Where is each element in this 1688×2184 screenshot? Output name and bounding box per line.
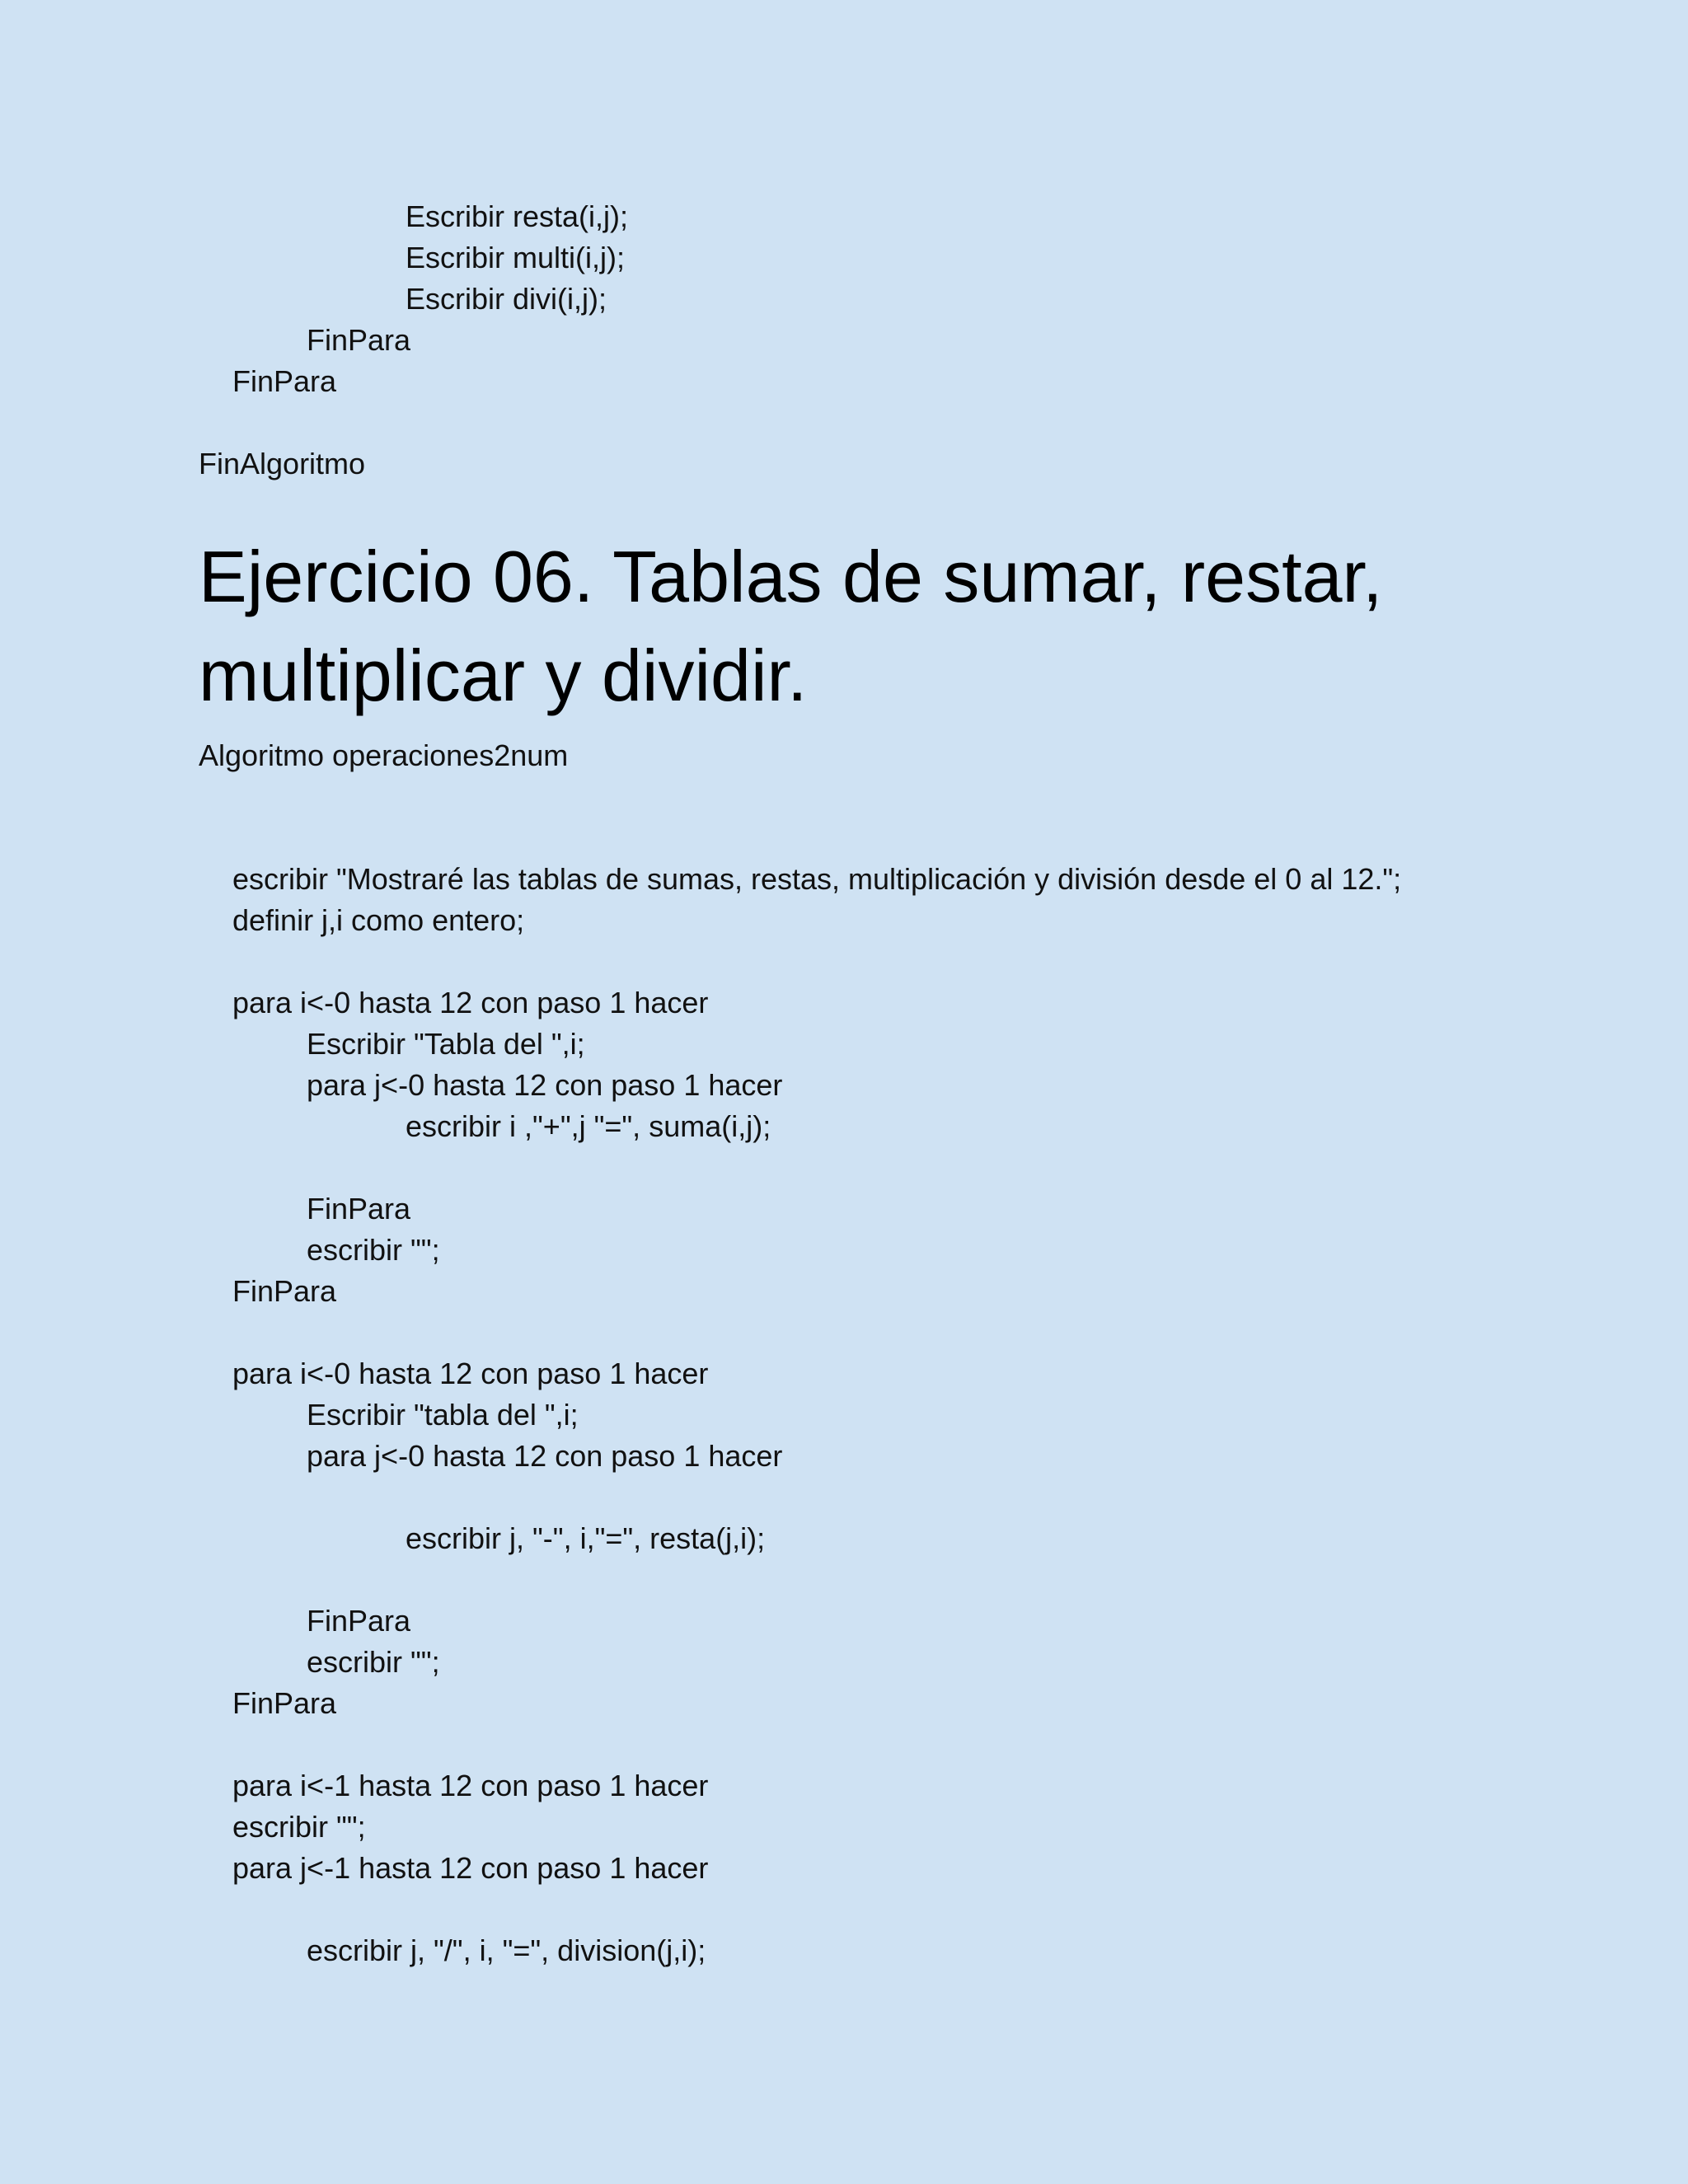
code-line: FinPara [232, 1686, 337, 1720]
code-line: para i<-0 hasta 12 con paso 1 hacer [232, 1357, 709, 1390]
code-line: FinPara [307, 323, 411, 357]
code-line: FinPara [307, 1192, 411, 1226]
code-line: para j<-0 hasta 12 con paso 1 hacer [307, 1068, 783, 1102]
code-line: Escribir "tabla del ",i; [307, 1398, 579, 1432]
code-line: escribir ""; [307, 1233, 440, 1267]
code-line: para i<-1 hasta 12 con paso 1 hacer [232, 1769, 709, 1802]
algorithm-name: Algoritmo operaciones2num [199, 738, 569, 772]
code-line: escribir j, "/", i, "=", division(j,i); [307, 1933, 706, 1967]
code-line: escribir i ,"+",j "=", suma(i,j); [406, 1109, 771, 1143]
code-line: escribir ""; [232, 1810, 366, 1844]
code-line: para j<-1 hasta 12 con paso 1 hacer [232, 1851, 709, 1885]
code-line: FinAlgoritmo [199, 447, 366, 480]
code-line: FinPara [307, 1604, 411, 1638]
code-line: escribir j, "-", i,"=", resta(j,i); [406, 1521, 766, 1555]
code-line: Escribir divi(i,j); [406, 282, 607, 316]
code-line: Escribir resta(i,j); [406, 199, 629, 233]
code-line: escribir ""; [307, 1645, 440, 1679]
code-line: definir j,i como entero; [232, 903, 525, 937]
code-line: FinPara [232, 364, 337, 398]
code-line: escribir "Mostraré las tablas de sumas, restas, multiplicación y división desde el 0 al 12."; [232, 862, 1402, 896]
code-line: FinPara [232, 1274, 337, 1308]
code-line: Escribir multi(i,j); [406, 241, 625, 274]
exercise-heading: Ejercicio 06. Tablas de sumar, restar, multiplicar y dividir. [199, 536, 1383, 716]
code-line: para i<-0 hasta 12 con paso 1 hacer [232, 986, 709, 1019]
code-line: Escribir "Tabla del ",i; [307, 1027, 585, 1061]
code-line: para j<-0 hasta 12 con paso 1 hacer [307, 1439, 783, 1473]
